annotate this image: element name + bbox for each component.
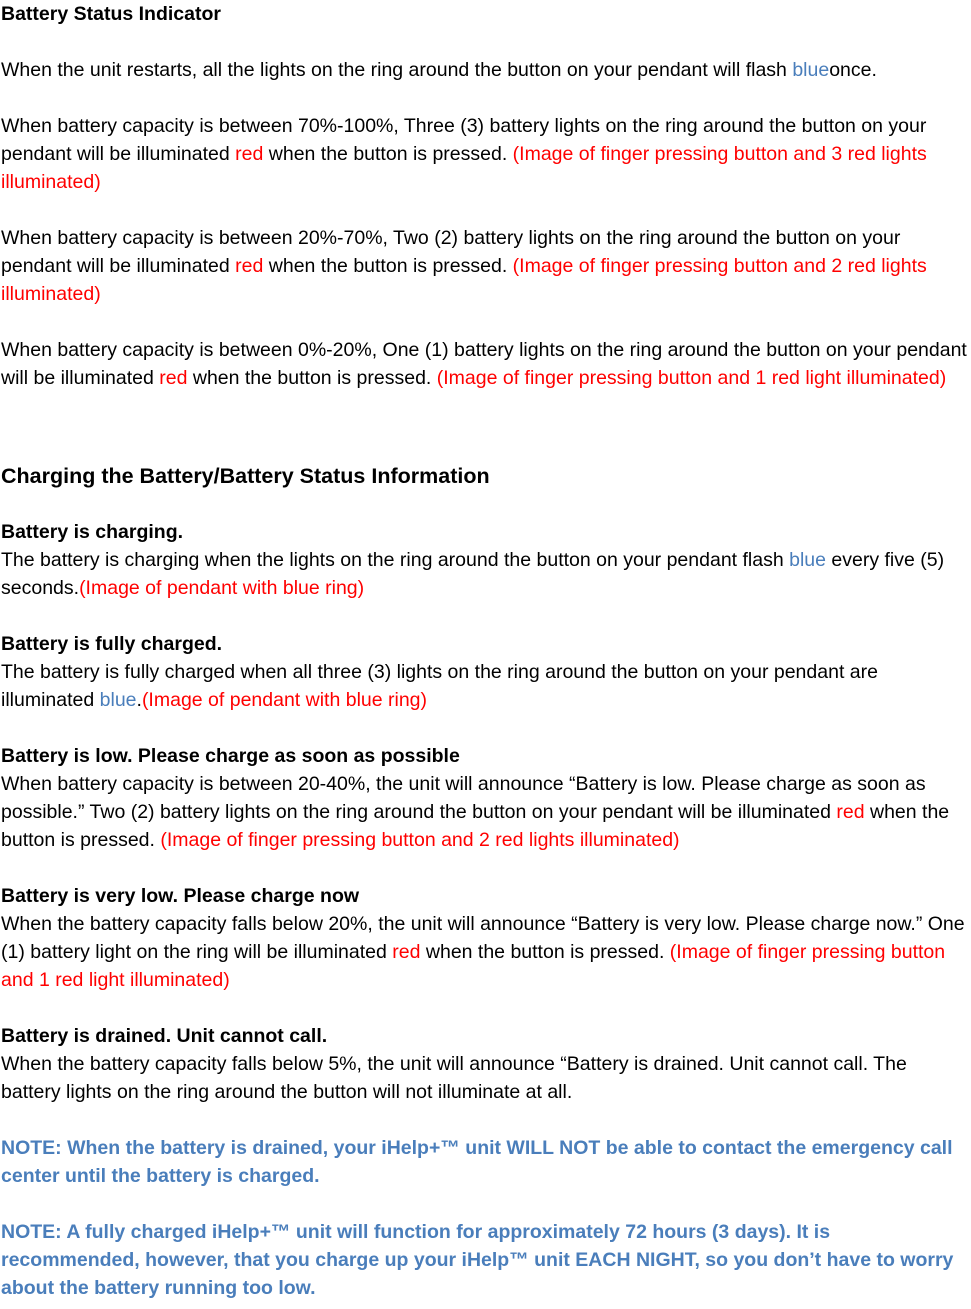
paragraph-battery-low <box>1 770 971 854</box>
paragraph-text: when the button is pressed. <box>420 941 670 963</box>
image-placeholder-note: (Image of pendant with blue ring) <box>141 689 428 711</box>
color-word-red: red <box>392 941 421 963</box>
paragraph-text: When the battery capacity falls below 20%, the unit will announce “Battery is very low. Please charge now.” One (1) battery light on the ring will be illuminated <box>1 913 965 963</box>
paragraph-text: When battery capacity is between 20-40%, the unit will announce “Battery is low. Please charge as soon as possible.” Two (2) battery lights on the ring around the button on your pendant will be illuminated <box>1 773 926 823</box>
subheading-battery-low: Battery is low. Please charge as soon as possible <box>1 745 460 767</box>
subheading-battery-drained: Battery is drained. Unit cannot call. <box>1 1025 328 1047</box>
image-placeholder-note: (Image of pendant with blue ring) <box>79 577 365 599</box>
image-placeholder-note: (Image of finger pressing button and 2 red lights illuminated) <box>1 255 927 305</box>
color-word-red: red <box>235 255 264 277</box>
note-charge-recommendation: NOTE: A fully charged iHelp+™ unit will function for approximately 72 hours (3 days). It is recommended, however, that you charge up your iHelp™ unit EACH NIGHT, so you don’t have to worry about the battery running too low. <box>1 1221 954 1299</box>
paragraph-text: when the button is pressed. <box>187 367 437 389</box>
paragraph-text: when the button is pressed. <box>263 143 513 165</box>
paragraph-capacity-0-20 <box>1 336 971 392</box>
note-drained-warning: NOTE: When the battery is drained, your iHelp+™ unit WILL NOT be able to contact the emergency call center until the battery is charged. <box>1 1137 953 1187</box>
paragraph-text: when the button is pressed. <box>1 801 950 851</box>
paragraph-text: When battery capacity is between 70%-100%, Three (3) battery lights on the ring around the button on your pendant will be illuminated <box>1 115 927 165</box>
image-placeholder-note: (Image of finger pressing button and 1 red light illuminated) <box>1 941 946 991</box>
paragraph-text: when the button is pressed. <box>263 255 513 277</box>
color-word-red: red <box>836 801 865 823</box>
paragraph-text: The battery is fully charged when all three (3) lights on the ring around the button on your pendant are illuminated <box>1 661 878 711</box>
subheading-battery-very-low: Battery is very low. Please charge now <box>1 885 360 907</box>
paragraph-text: When the unit restarts, all the lights on the ring around the button on your pendant will flash <box>1 59 793 81</box>
paragraph-text: The battery is charging when the lights on the ring around the button on your pendant flash <box>1 549 790 571</box>
color-word-red: red <box>159 367 188 389</box>
color-word-blue: blue <box>99 689 137 711</box>
paragraph-capacity-70-100 <box>1 112 971 196</box>
paragraph-capacity-20-70 <box>1 224 971 308</box>
paragraph-restart <box>1 56 971 84</box>
subheading-charging: Battery is charging. <box>1 521 184 543</box>
paragraph-battery-drained: When the battery capacity falls below 5%, the unit will announce “Battery is drained. Unit cannot call. The battery lights on the ring around the button will not illuminate at all. <box>1 1053 907 1103</box>
paragraph-text: When battery capacity is between 0%-20%, One (1) battery lights on the ring around the button on your pendant will be illuminated <box>1 339 967 389</box>
paragraph-text: . <box>136 689 142 711</box>
paragraph-text: once. <box>829 59 877 81</box>
color-word-blue: blue <box>789 549 826 571</box>
section-title-battery-status: Battery Status Indicator <box>1 3 221 25</box>
image-placeholder-note: (Image of finger pressing button and 1 red light illuminated) <box>436 367 947 389</box>
color-word-red: red <box>235 143 264 165</box>
color-word-blue: blue <box>792 59 830 81</box>
section-heading-charging: Charging the Battery/Battery Status Information <box>1 464 490 488</box>
subheading-fully-charged: Battery is fully charged. <box>1 633 223 655</box>
image-placeholder-note: (Image of finger pressing button and 2 red lights illuminated) <box>160 829 680 851</box>
paragraph-charging <box>1 546 971 602</box>
paragraph-battery-very-low <box>1 910 971 994</box>
paragraph-fully-charged <box>1 658 971 714</box>
image-placeholder-note: (Image of finger pressing button and 3 red lights illuminated) <box>1 143 927 193</box>
paragraph-text: every five (5) seconds. <box>1 549 945 599</box>
paragraph-text: When battery capacity is between 20%-70%, Two (2) battery lights on the ring around the button on your pendant will be illuminated <box>1 227 901 277</box>
